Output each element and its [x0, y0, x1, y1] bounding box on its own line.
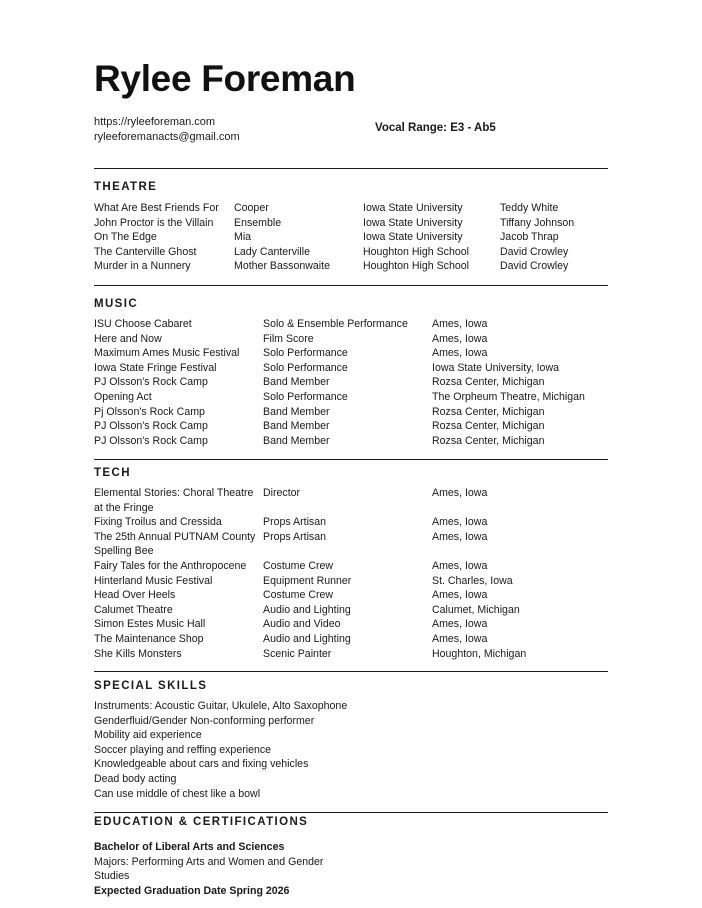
skills-list: [94, 699, 347, 801]
education-block: [94, 840, 354, 898]
event: PJ Olsson's Rock Camp: [94, 434, 208, 447]
website-link[interactable]: https://ryleeforeman.com: [94, 116, 216, 128]
production: Fairy Tales for the Anthropocene: [94, 559, 247, 572]
music-table: [94, 317, 608, 448]
table-row: [94, 574, 608, 589]
table-row: [94, 434, 608, 449]
event: Pj Olsson's Rock Camp: [94, 405, 205, 418]
role: Solo Performance: [263, 347, 348, 360]
role: Costume Crew: [263, 559, 334, 572]
location: Ames, Iowa: [432, 618, 488, 631]
table-row: [94, 419, 608, 434]
production: Simon Estes Music Hall: [94, 618, 206, 631]
event: Maximum Ames Music Festival: [94, 347, 240, 360]
tech-table: [94, 486, 608, 661]
production: The Maintenance Shop: [94, 632, 204, 645]
role: Costume Crew: [263, 589, 334, 602]
location: Ames, Iowa: [432, 530, 488, 543]
role: Solo & Ensemble Performance: [263, 318, 408, 330]
event: PJ Olsson's Rock Camp: [94, 420, 208, 433]
role: Audio and Lighting: [263, 603, 351, 616]
location: Ames, Iowa: [432, 589, 488, 602]
director: Jacob Thrap: [500, 231, 559, 244]
production: Calumet Theatre: [94, 603, 173, 616]
theatre-table: [94, 201, 608, 274]
venue: Iowa State University: [363, 216, 463, 229]
role: Equipment Runner: [263, 574, 352, 587]
event: Iowa State Fringe Festival: [94, 361, 217, 374]
list-item: Mobility aid experience: [94, 729, 202, 742]
table-row: [94, 632, 608, 647]
majors: Majors: Performing Arts and Women and Gender Studies: [94, 855, 324, 883]
location: Ames, Iowa: [432, 559, 488, 572]
role: Band Member: [263, 376, 330, 389]
role: Solo Performance: [263, 361, 348, 374]
role: Lady Canterville: [234, 245, 310, 258]
table-row: [94, 486, 608, 515]
table-row: [94, 390, 608, 405]
table-row: [94, 559, 608, 574]
role: Props Artisan: [263, 530, 327, 543]
show-title: On The Edge: [94, 231, 157, 244]
role: Director: [263, 487, 301, 499]
contact-block: [94, 115, 240, 144]
role: Band Member: [263, 420, 330, 433]
venue: Houghton High School: [363, 245, 470, 258]
venue: Houghton High School: [363, 260, 470, 273]
role: Scenic Painter: [263, 647, 332, 660]
section-divider: [94, 671, 608, 672]
table-row: [94, 588, 608, 603]
location: Rozsa Center, Michigan: [432, 434, 545, 447]
role: Audio and Lighting: [263, 632, 351, 645]
table-row: [94, 603, 608, 618]
production: Hinterland Music Festival: [94, 574, 213, 587]
director: Teddy White: [500, 202, 559, 214]
table-row: [94, 317, 608, 332]
production: She Kills Monsters: [94, 647, 182, 660]
director: David Crowley: [500, 245, 569, 258]
director: David Crowley: [500, 260, 569, 273]
table-row: [94, 230, 608, 245]
venue: Iowa State University: [363, 202, 463, 214]
role: Audio and Video: [263, 618, 341, 631]
table-row: [94, 617, 608, 632]
section-divider: [94, 168, 608, 169]
education-heading: EDUCATION & CERTIFICATIONS: [94, 816, 309, 828]
role: Band Member: [263, 434, 330, 447]
table-row: [94, 245, 608, 260]
location: Ames, Iowa: [432, 487, 488, 499]
location: Rozsa Center, Michigan: [432, 405, 545, 418]
role: Mia: [234, 231, 252, 244]
degree: Bachelor of Liberal Arts and Sciences: [94, 841, 285, 853]
production: Head Over Heels: [94, 589, 176, 602]
role: Film Score: [263, 332, 314, 345]
table-row: [94, 201, 608, 216]
event: ISU Choose Cabaret: [94, 318, 192, 330]
table-row: [94, 375, 608, 390]
location: Ames, Iowa: [432, 632, 488, 645]
list-item: Can use middle of chest like a bowl: [94, 787, 261, 800]
section-divider: [94, 285, 608, 286]
table-row: [94, 405, 608, 420]
role: Cooper: [234, 202, 269, 214]
production: The 25th Annual PUTNAM County Spelling Bee: [94, 530, 256, 558]
table-row: [94, 346, 608, 361]
table-row: [94, 332, 608, 347]
vocal-range: Vocal Range: E3 - Ab5: [375, 122, 496, 134]
location: Ames, Iowa: [432, 318, 488, 330]
list-item: Knowledgeable about cars and fixing vehicles: [94, 758, 309, 771]
location: The Orpheum Theatre, Michigan: [432, 390, 585, 403]
location: Houghton, Michigan: [432, 647, 527, 660]
location: Ames, Iowa: [432, 516, 488, 529]
theatre-heading: THEATRE: [94, 181, 158, 193]
section-divider: [94, 459, 608, 460]
event: PJ Olsson's Rock Camp: [94, 376, 208, 389]
tech-heading: TECH: [94, 467, 131, 479]
section-divider: [94, 812, 608, 813]
event: Opening Act: [94, 390, 152, 403]
location: Ames, Iowa: [432, 332, 488, 345]
table-row: [94, 647, 608, 662]
show-title: John Proctor is the Villain: [94, 216, 214, 229]
table-row: [94, 515, 608, 530]
graduation-date: Expected Graduation Date Spring 2026: [94, 884, 290, 897]
show-title: What Are Best Friends For: [94, 202, 219, 214]
venue: Iowa State University: [363, 231, 463, 244]
location: Rozsa Center, Michigan: [432, 420, 545, 433]
music-heading: MUSIC: [94, 298, 139, 310]
table-row: [94, 259, 608, 274]
location: Iowa State University, Iowa: [432, 361, 559, 374]
list-item: Genderfluid/Gender Non-conforming performer: [94, 714, 315, 727]
table-row: [94, 361, 608, 376]
role: Props Artisan: [263, 516, 327, 529]
email-link[interactable]: ryleeforemanacts@gmail.com: [94, 130, 240, 143]
table-row: [94, 530, 608, 559]
role: Solo Performance: [263, 390, 348, 403]
resume-name: Rylee Foreman: [94, 58, 356, 99]
location: Calumet, Michigan: [432, 603, 520, 616]
show-title: Murder in a Nunnery: [94, 260, 191, 273]
table-row: [94, 216, 608, 231]
list-item: Soccer playing and reffing experience: [94, 743, 272, 756]
production: Elemental Stories: Choral Theatre at the Fringe: [94, 487, 254, 514]
location: St. Charles, Iowa: [432, 574, 513, 587]
role: Ensemble: [234, 216, 282, 229]
role: Mother Bassonwaite: [234, 260, 330, 273]
list-item: Instruments: Acoustic Guitar, Ukulele, Alto Saxophone: [94, 700, 348, 712]
location: Ames, Iowa: [432, 347, 488, 360]
show-title: The Canterville Ghost: [94, 245, 197, 258]
production: Fixing Troilus and Cressida: [94, 516, 222, 529]
skills-heading: SPECIAL SKILLS: [94, 680, 208, 692]
director: Tiffany Johnson: [500, 216, 575, 229]
role: Band Member: [263, 405, 330, 418]
location: Rozsa Center, Michigan: [432, 376, 545, 389]
list-item: Dead body acting: [94, 772, 177, 785]
event: Here and Now: [94, 332, 162, 345]
